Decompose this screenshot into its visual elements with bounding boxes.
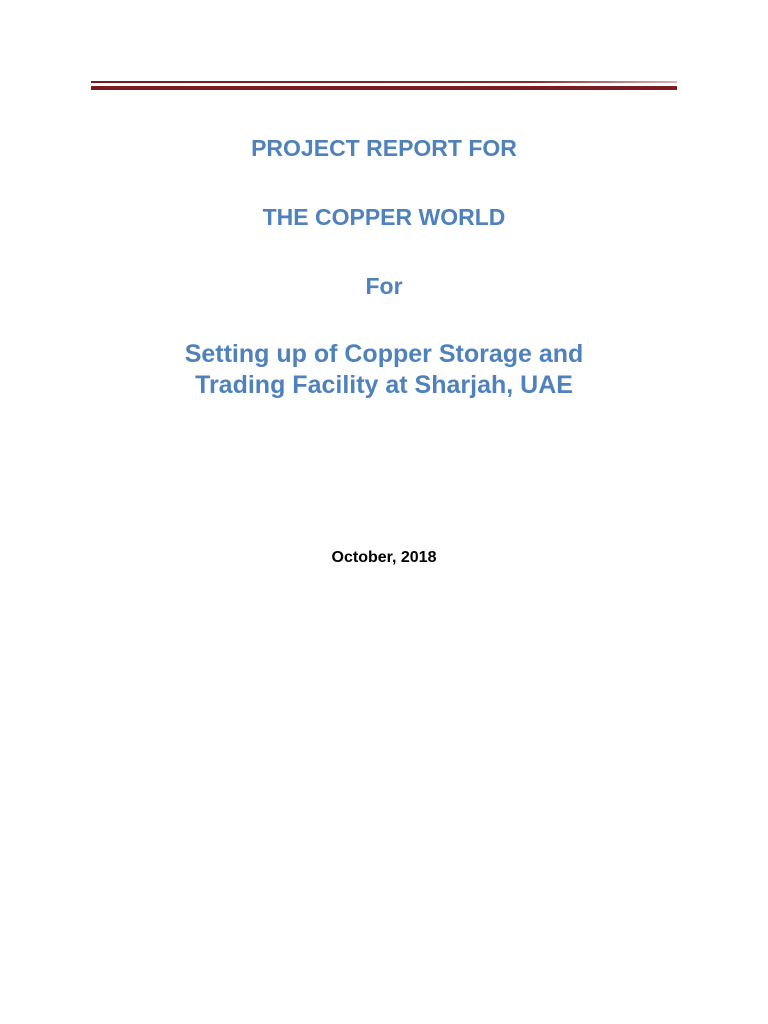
header-rule-thick-line: [91, 86, 677, 90]
title-company-name: THE COPPER WORLD: [262, 204, 506, 230]
header-rule-thin-line: [91, 81, 677, 83]
title-project-report: PROJECT REPORT FOR: [251, 135, 517, 161]
subtitle-line-1: Setting up of Copper Storage and: [184, 340, 584, 368]
report-date: October, 2018: [331, 549, 437, 566]
subtitle-line-2: Trading Facility at Sharjah, UAE: [195, 371, 573, 399]
title-for: For: [365, 273, 403, 299]
header-rule: [91, 81, 677, 91]
